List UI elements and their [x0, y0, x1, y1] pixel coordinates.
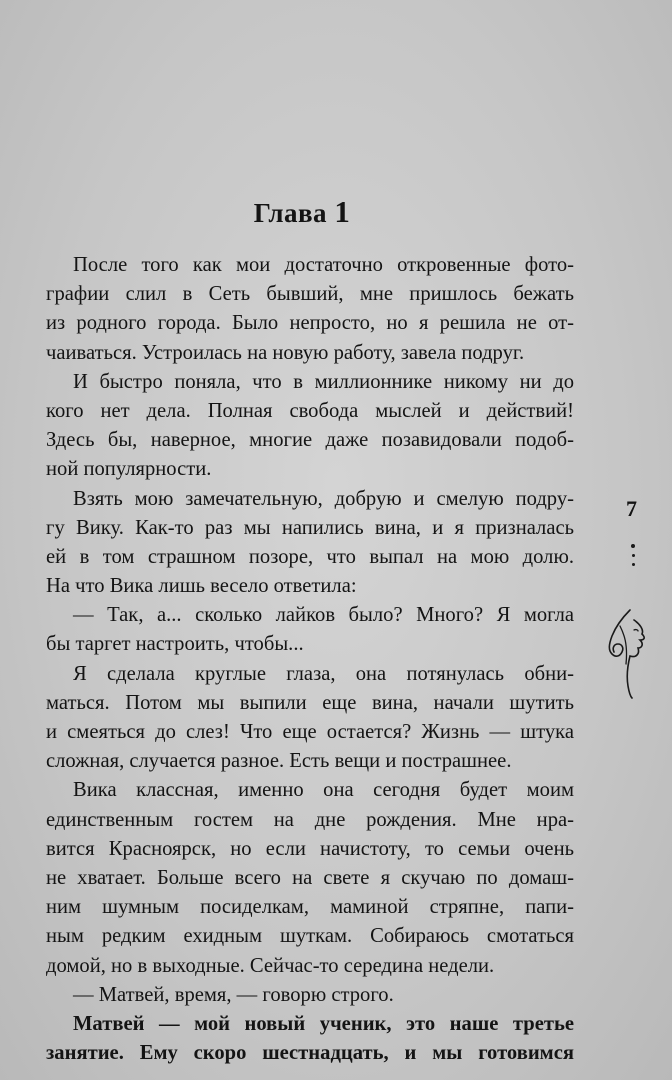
margin-dot [632, 563, 635, 566]
text-line: из родного города. Было непросто, но я решила не от- [46, 312, 574, 335]
text-line: бы таргет настроить, чтобы... [46, 633, 304, 656]
margin-dot [631, 544, 635, 548]
chapter-title [0, 194, 604, 230]
text-line: Вика классная, именно она сегодня будет моим [73, 779, 574, 802]
face-profile-icon [600, 604, 652, 700]
text-line: вится Красноярск, но если начистоту, то семьи очень [46, 837, 574, 860]
text-line: На что Вика лишь весело ответила: [46, 575, 357, 598]
text-line: и смеяться до слез! Что еще остается? Жизнь — штука [46, 721, 574, 743]
text-line: единственным гостем на дне рождения. Мне нра- [46, 808, 574, 831]
margin-dots-ornament [630, 544, 636, 572]
text-line: кого нет дела. Полная свобода мыслей и действий! [46, 399, 574, 422]
text-line: И быстро поняла, что в миллионнике никому ни до [73, 370, 574, 393]
text-line: ным редким ехидным шуткам. Собираюсь смотаться [46, 925, 574, 948]
text-line: не хватает. Больше всего на свете я скучаю по домаш- [46, 866, 574, 889]
text-line: ним шумным посиделкам, маминой стряпне, папи- [46, 896, 574, 919]
text-line: — Матвей, время, — говорю строго. [73, 983, 394, 1006]
text-line: ей в том страшном позоре, что выпал на мою долю. [46, 545, 574, 568]
text-line: Здесь бы, наверное, многие даже позавидовали подоб- [46, 429, 574, 452]
text-line: чаиваться. Устроилась на новую работу, завела подруг. [46, 341, 525, 364]
text-line: графии слил в Сеть бывший, мне пришлось бежать [46, 283, 574, 306]
page-number: 7 [626, 496, 637, 521]
margin-dot [632, 554, 635, 557]
chapter-label: Глава [253, 198, 328, 228]
chapter-number: 1 [334, 194, 351, 229]
text-line: ной популярности. [46, 458, 212, 481]
text-line: занятие. Ему скоро шестнадцать, и мы готовимся [46, 1042, 574, 1065]
text-line: Взять мою замечательную, добрую и смелую подру- [73, 487, 574, 510]
body-text [46, 251, 574, 1068]
text-line: После того как мои достаточно откровенные фото- [73, 254, 574, 276]
text-line: Матвей — мой новый ученик, это наше третье [73, 1012, 574, 1035]
text-line: Я сделала круглые глаза, она потянулась обни- [73, 662, 574, 685]
text-line: маться. Потом мы выпили еще вина, начали шутить [46, 691, 574, 714]
text-line: гу Вику. Как-то раз мы напились вина, и я призналась [46, 516, 574, 539]
text-line: сложная, случается разное. Есть вещи и пострашнее. [46, 750, 512, 773]
text-line: — Так, а... сколько лайков было? Много? Я могла [73, 604, 574, 627]
text-line: домой, но в выходные. Сейчас-то середина недели. [46, 954, 495, 977]
